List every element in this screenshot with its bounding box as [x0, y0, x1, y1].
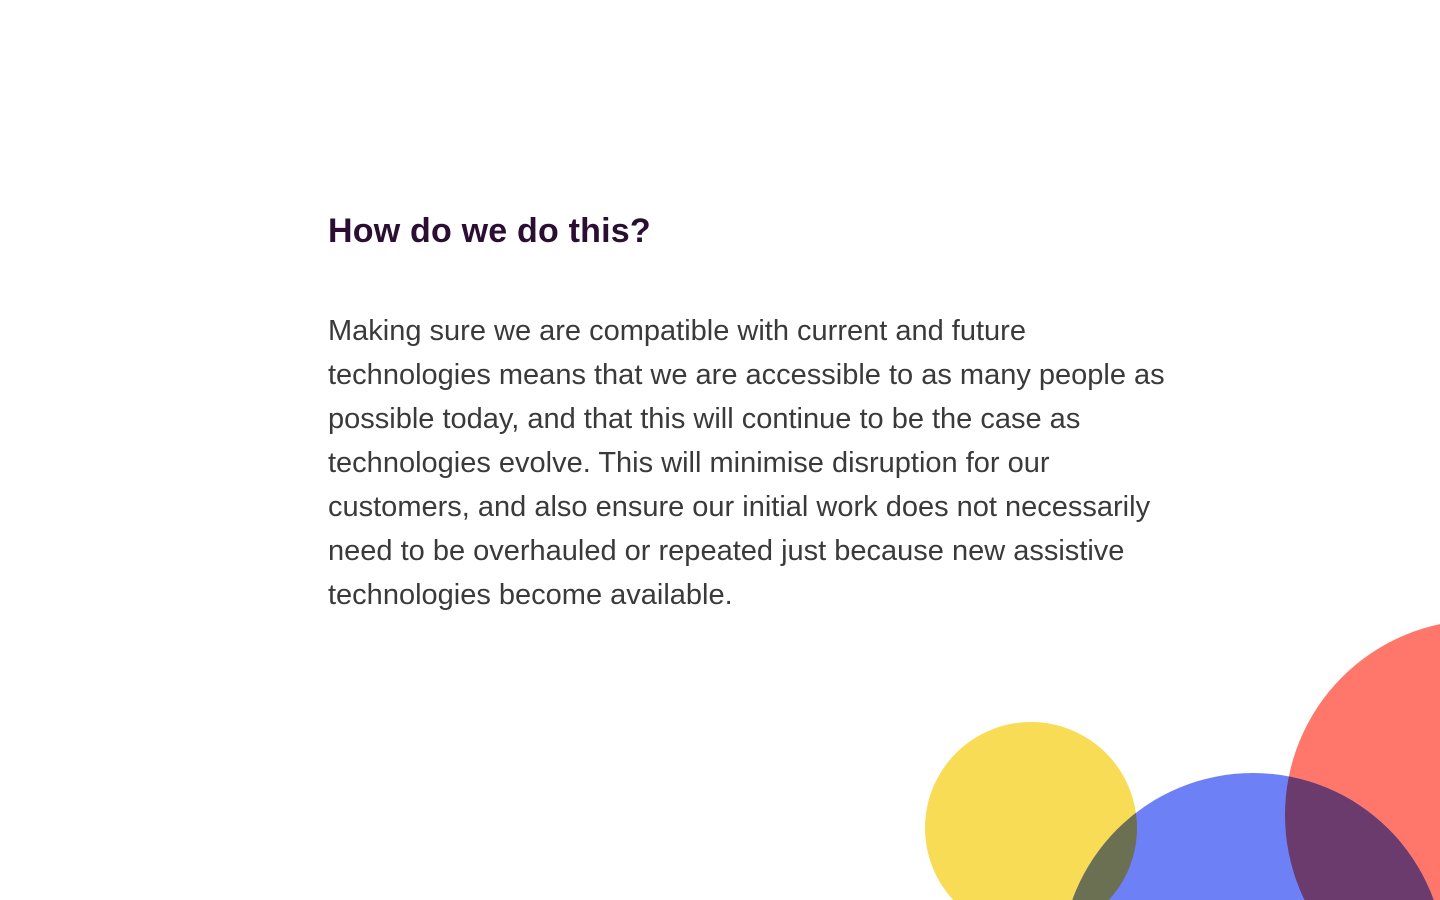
coral-blue-overlap	[1061, 773, 1440, 900]
yellow-blue-overlap	[1061, 773, 1440, 900]
section-body: Making sure we are compatible with current and future technologies means that we are accessible to as many people as possible today, and that this will continue to be the case as technologies evolve. This will minimise disruption for our customers, and also ensure our initial work does not necessarily need to be overhauled or repeated just because new assistive technologies become available.	[328, 315, 1165, 611]
content-section	[328, 205, 1168, 617]
blue-circle	[1061, 773, 1440, 900]
coral-circle	[1285, 620, 1440, 900]
section-heading: How do we do this?	[328, 212, 651, 250]
yellow-circle	[925, 722, 1137, 900]
